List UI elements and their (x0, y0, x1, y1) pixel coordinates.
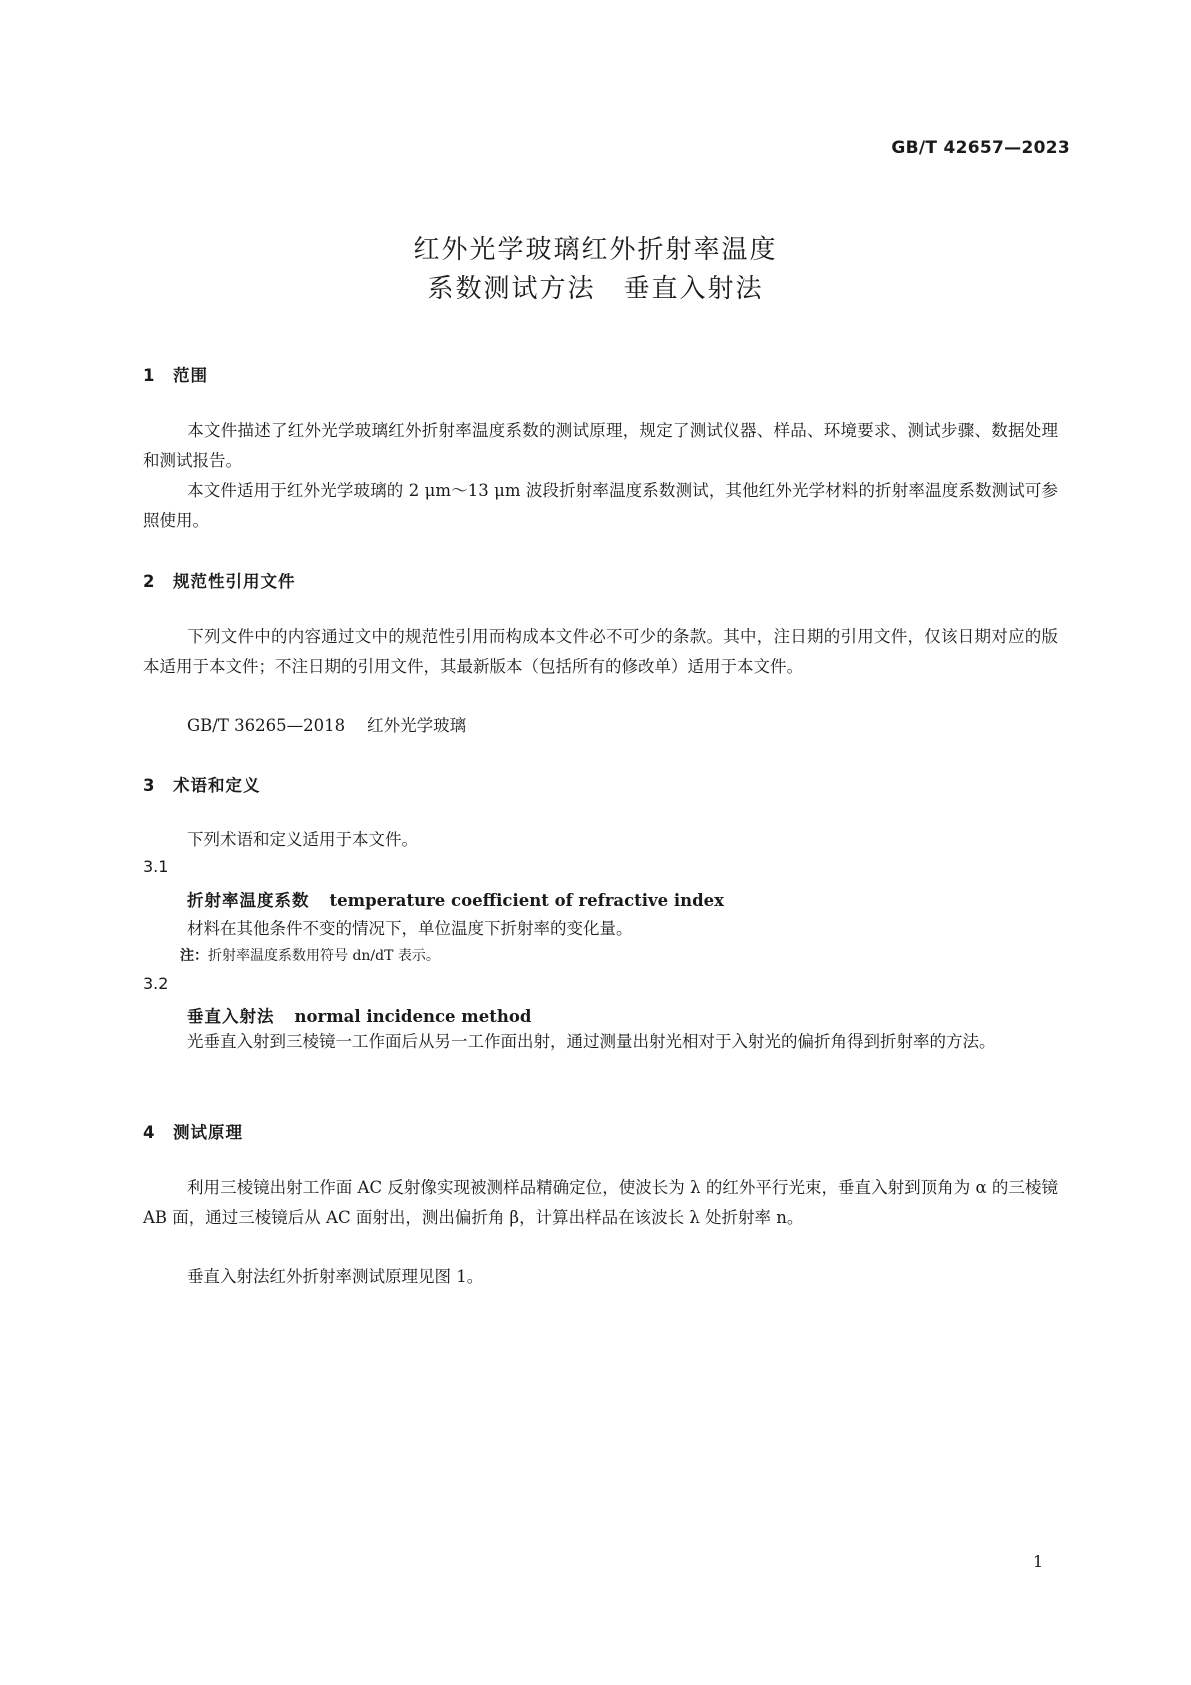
section-1-paragraph-1-text: 本文件描述了红外光学玻璃红外折射率温度系数的测试原理，规定了测试仪器、样品、环境要求、测试步骤、数据处理和测试报告。 (143, 421, 1058, 470)
term-3-2-number: 3.2 (143, 974, 169, 993)
note-text: 折射率温度系数用符号 dn/dT 表示。 (208, 948, 440, 964)
section-2-paragraph-1-text: 下列文件中的内容通过文中的规范性引用而构成本文件必不可少的条款。其中，注日期的引用文件，仅该日期对应的版本适用于本文件；不注日期的引用文件，其最新版本（包括所有的修改单）适用于本文件。 (143, 627, 1058, 676)
term-3-2-definition-text: 光垂直入射到三棱镜一工作面后从另一工作面出射，通过测量出射光相对于入射光的偏折角得到折射率的方法。 (187, 1032, 996, 1051)
section-2-heading (143, 568, 296, 592)
section-4-number: 4 (143, 1123, 156, 1142)
section-4-paragraph-1 (143, 1173, 1058, 1233)
reference-title: 红外光学玻璃 (367, 716, 467, 735)
term-3-1-definition: 材料在其他条件不变的情况下，单位温度下折射率的变化量。 (187, 919, 633, 938)
note-label: 注： (180, 948, 208, 964)
section-4-paragraph-2: 垂直入射法红外折射率测试原理见图 1。 (187, 1267, 484, 1286)
section-3-intro: 下列术语和定义适用于本文件。 (187, 830, 418, 849)
term-3-1 (187, 887, 724, 911)
term-3-2 (187, 1003, 531, 1027)
term-3-1-note (180, 945, 440, 965)
normative-reference (187, 712, 466, 736)
section-1-paragraph-2-text: 本文件适用于红外光学玻璃的 2 μm～13 μm 波段折射率温度系数测试，其他红外光学材料的折射率温度系数测试可参照使用。 (143, 481, 1058, 530)
term-3-1-chinese: 折射率温度系数 (187, 891, 310, 910)
section-4-paragraph-1-text: 利用三棱镜出射工作面 AC 反射像实现被测样品精确定位，使波长为 λ 的红外平行光束，垂直入射到顶角为 α 的三棱镜 AB 面，通过三棱镜后从 AC 面射出，测出偏折角 β，计算出样品在该波长 λ 处折射率 n。 (143, 1178, 1058, 1227)
term-3-1-english: temperature coefficient of refractive index (329, 891, 725, 910)
section-1-heading (143, 362, 208, 386)
document-title-line-2: 系数测试方法 垂直入射法 (427, 274, 764, 304)
section-2-number: 2 (143, 572, 156, 591)
section-3-heading (143, 772, 261, 796)
section-1-title: 范围 (173, 366, 208, 385)
term-3-2-definition (143, 1027, 1058, 1057)
section-2-title: 规范性引用文件 (173, 572, 296, 591)
term-3-2-english: normal incidence method (294, 1007, 532, 1026)
section-1-paragraph-2 (143, 476, 1058, 536)
section-4-title: 测试原理 (173, 1123, 243, 1142)
term-3-1-number: 3.1 (143, 857, 169, 876)
standard-code: GB/T 42657—2023 (891, 138, 1070, 158)
section-3-title: 术语和定义 (173, 776, 261, 795)
section-1-number: 1 (143, 366, 156, 385)
reference-code: GB/T 36265—2018 (187, 716, 346, 735)
section-1-paragraph-1 (143, 416, 1058, 476)
section-3-number: 3 (143, 776, 156, 795)
section-2-paragraph-1 (143, 622, 1058, 682)
page-number: 1 (1033, 1552, 1044, 1571)
section-4-heading (143, 1119, 243, 1143)
document-title-line-1: 红外光学玻璃红外折射率温度 (413, 235, 778, 265)
term-3-2-chinese: 垂直入射法 (187, 1007, 275, 1026)
